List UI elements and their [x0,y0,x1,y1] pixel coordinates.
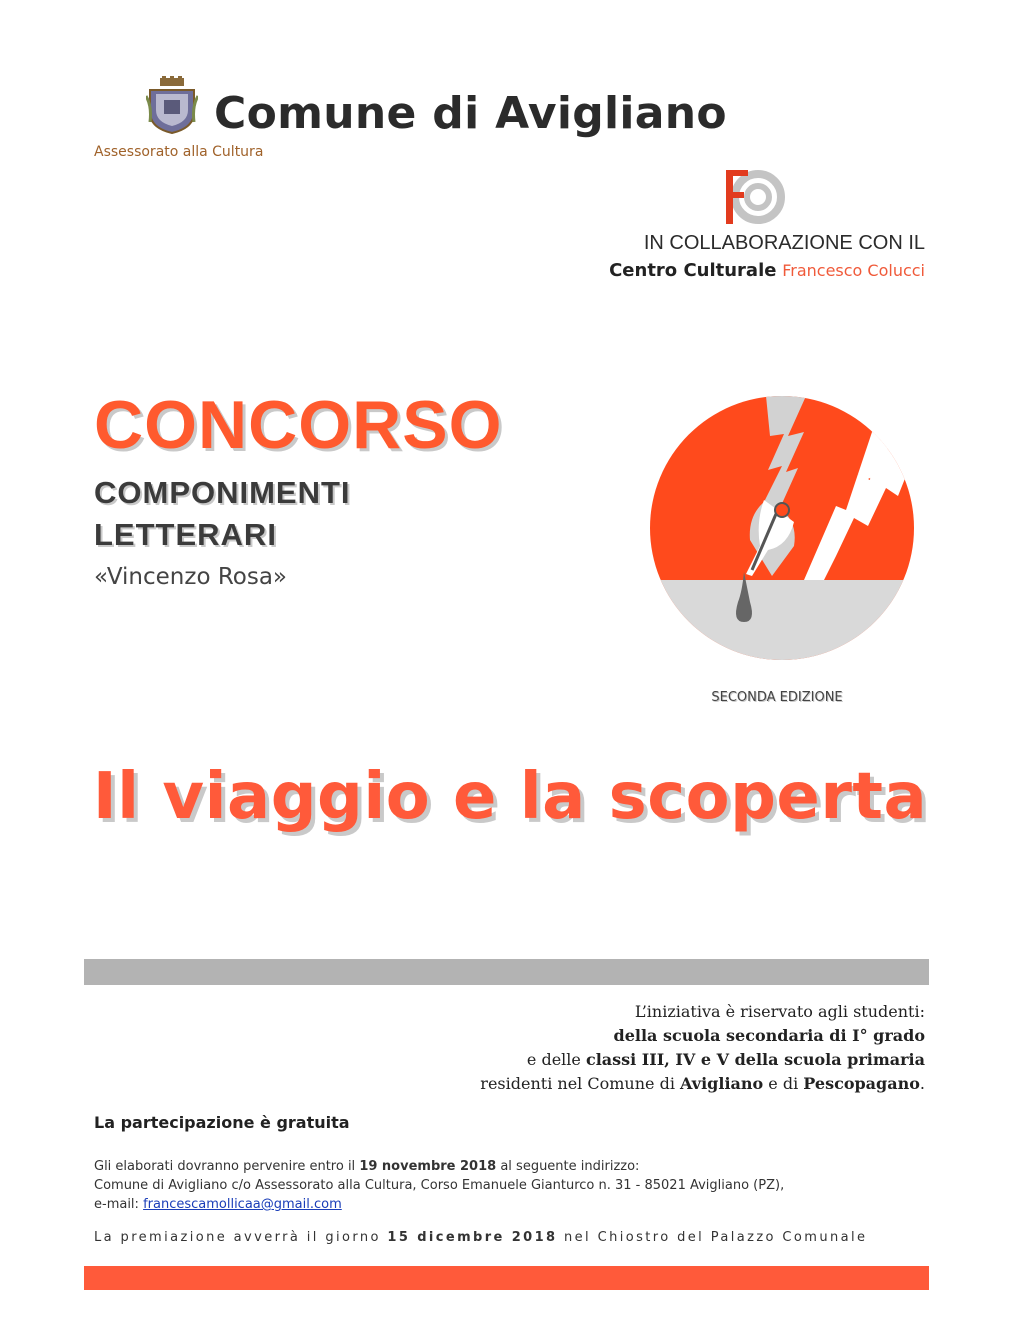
contest-heading: CONCORSO [94,387,503,463]
centro-culturale-logo [722,168,786,226]
eligibility-residents: residenti nel Comune di Avigliano e di Pescopagano. [480,1074,925,1093]
partner-name [609,260,925,281]
edition-label: SECONDA EDIZIONE [711,690,843,705]
partner-type: Centro Culturale [609,260,777,281]
contest-type [94,472,351,556]
divider-bar-top [84,959,929,985]
award-ceremony-note: La premiazione avverrà il giorno 15 dicembre 2018 nel Chiostro del Palazzo Comunale [94,1230,868,1245]
contest-theme-title: Il viaggio e la scoperta [92,760,928,834]
eligibility-secondary: della scuola secondaria di I° grado [613,1026,925,1045]
email-link[interactable]: francescamollicaa@gmail.com [143,1197,342,1212]
collaboration-label: IN COLLABORAZIONE CON IL [643,232,925,254]
pen-nib-logo [648,396,916,660]
page-title: Comune di Avigliano [214,88,727,139]
coat-of-arms-icon [146,76,198,134]
submission-email: e-mail: francescamollicaa@gmail.com [94,1197,342,1212]
submission-address: Comune di Avigliano c/o Assessorato alla Cultura, Corso Emanuele Gianturco n. 31 - 85021 Avigliano (PZ), [94,1178,785,1193]
free-participation-note: La partecipazione è gratuita [94,1113,350,1132]
eligibility-primary: e delle classi III, IV e V della scuola primaria [526,1050,925,1069]
contest-dedication: «Vincenzo Rosa» [94,564,288,590]
department-label: Assessorato alla Cultura [94,144,264,160]
contest-type-line-1: COMPONIMENTI [94,475,351,510]
eligibility-intro: L’iniziativa è riservato agli studenti: [634,1002,925,1021]
eligibility-block [480,1000,925,1096]
contest-type-line-2: LETTERARI [94,517,277,552]
divider-bar-bottom [84,1266,929,1290]
partner-person: Francesco Colucci [782,261,925,280]
submission-details [94,1157,784,1214]
submission-deadline: Gli elaborati dovranno pervenire entro il 19 novembre 2018 al seguente indirizzo: [94,1159,640,1174]
